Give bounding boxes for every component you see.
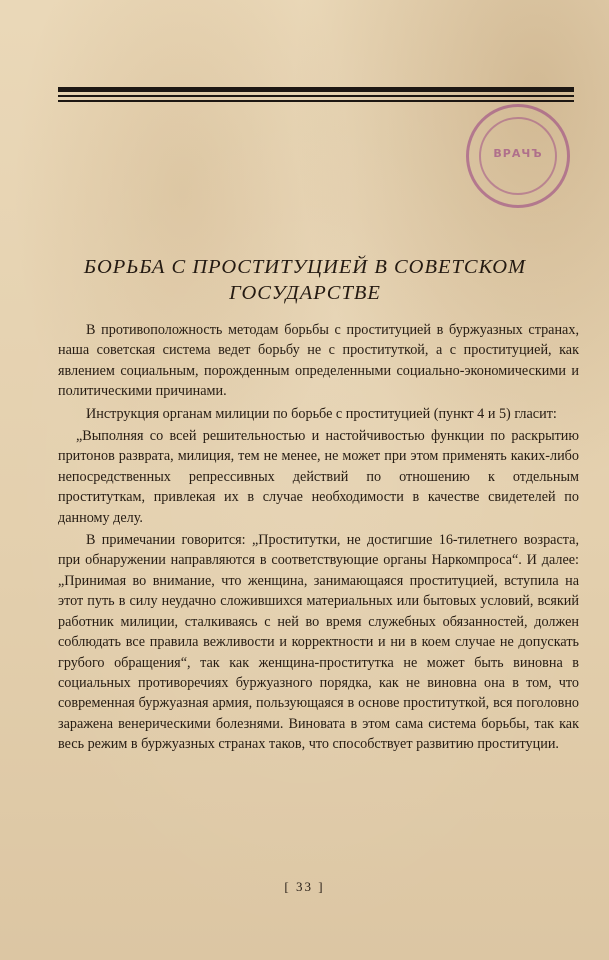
paragraph-instruction: Инструкция органам милиции по борьбе с проституцией (пункт 4 и 5) гласит: [86, 405, 557, 422]
chapter-title-line-2: ГОСУДАРСТВЕ [229, 282, 381, 304]
paragraph-intro: В противоположность методам борьбы с проституцией в буржуазных странах, наша советская система ведет борьбу не с проституткой, а с проституцией, как явлением социальным, порожденным определенными социально-экономическими и политическими причинами. [58, 322, 579, 400]
page-number: [ 33 ] [284, 879, 325, 894]
chapter-title-line-1: БОРЬБА С ПРОСТИТУЦИЕЙ В СОВЕТСКОМ [83, 256, 527, 278]
chapter-title [40, 254, 570, 306]
header-rule-thin-lower [58, 100, 574, 102]
ink-stamp [466, 104, 570, 208]
ink-stamp-text: ВРАЧЪ [493, 147, 543, 160]
paragraph-quote: „Выполняя со всей решительностью и настойчивостью функции по раскрытию притонов разврата, милиция, тем не менее, не может при этом применять каких-либо непосредственных репрессивных действий по отношению к отдельным проституткам, привлекая их в случае необходимости в качестве свидетелей по данному делу. [58, 428, 579, 526]
paragraph-note: В примечании говорится: „Проститутки, не достигшие 16-тилетнего возраста, при обнаружении направляются в соответствующие органы Наркомпроса“. И далее: „Принимая во внимание, что женщина, занимающаяся проституцией, вступила на этот путь в силу неудачно сложившихся материальных или бытовых условий, всякий работник милиции, сталкиваясь с ней во время служебных обязанностей, должен соблюдать все правила вежливости и корректности и ни в коем случае не допускать грубого обращения“, так как женщина-проститутка не может быть виновна в социальных противоречиях буржуазного порядка, как не виновна она в том, что современная буржуазная армия, пользующаяся в основе проституткой, вся поголовно заражена венерическими болезнями. Виновата в этом сама система борьбы, так как весь режим в буржуазных странах таков, что способствует развитию проституции. [58, 532, 579, 753]
body-text [58, 320, 579, 755]
header-rule-thick [58, 87, 574, 92]
header-rule-thin [58, 95, 574, 97]
